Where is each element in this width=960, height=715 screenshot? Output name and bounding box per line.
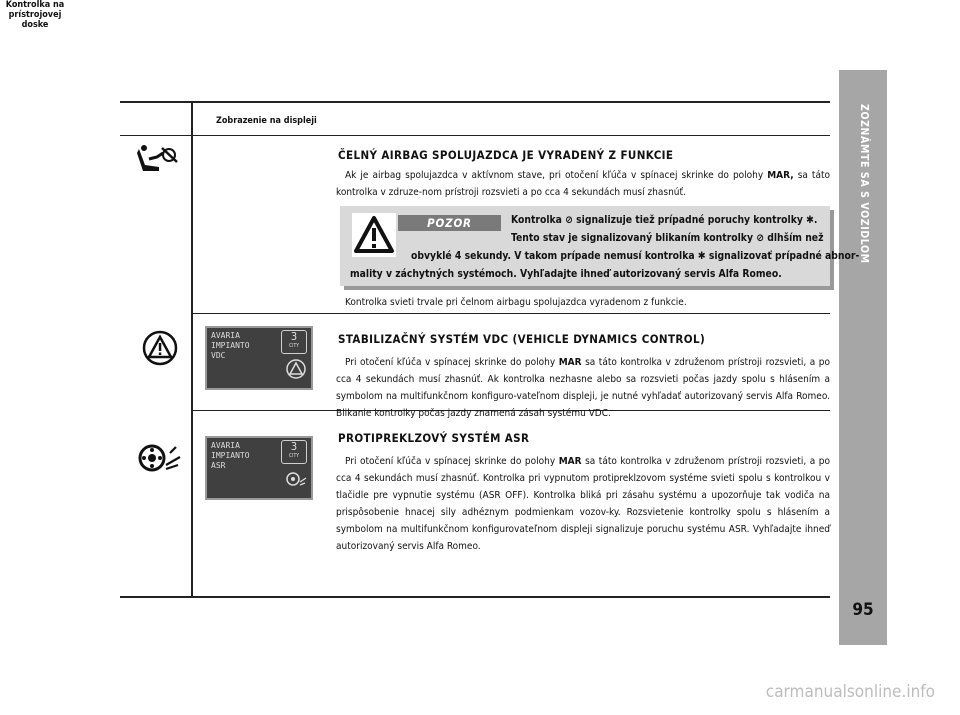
warning-line-2: Tento stav je signalizovaný blikaním kontrolky ⊘ dlhším než	[511, 232, 824, 244]
header-top-rule	[120, 101, 830, 103]
warning-triangle-icon	[352, 213, 396, 257]
airbag-paragraph-2: Kontrolka svieti trvale pri čelnom airbagu spolujazdca vyradenom z funkcie.	[345, 297, 687, 308]
vdc-warning-icon	[141, 330, 179, 366]
airbag-inline-icon: ✱	[806, 214, 814, 226]
page-number: 95	[852, 600, 874, 620]
warning-line-3: obvyklé 4 sekundy. V takom prípade nemusí kontrolka ✱ signalizovať prípadné abnor-	[411, 250, 860, 262]
header-bottom-rule	[120, 135, 830, 136]
vdc-paragraph: Pri otočení kľúča v spínacej skrinke do polohy MAR sa táto kontrolka v združenom prístroji rozsvieti, a po cca 4 sekundách musí zhasnúť. Ak kontrolka nezhasne alebo sa rozsvieti počas jazdy spolu s hlásením a symbolom na multifunkčnom konfiguro-vateľnom displeji, je nutné vyhľadať autorizovaný servis Alfa Romeo. Blikanie kontrolky počas jazdy znamená zásah systému VDC.	[336, 357, 830, 419]
airbag-section-title: ČELNÝ AIRBAG SPOLUJAZDCA JE VYRADENÝ Z FUNKCIE	[338, 148, 674, 162]
asr-section-title: PROTIPREKLZOVÝ SYSTÉM ASR	[338, 431, 530, 445]
airbag-off-inline-icon: ⊘	[565, 214, 573, 226]
asr-traction-icon	[138, 441, 182, 475]
asr-display-icon	[285, 468, 307, 490]
column-divider	[191, 101, 193, 597]
chapter-title: ZOZNÁMTE SA S VOZIDLOM	[858, 104, 870, 264]
column-header-display: Zobrazenie na displeji	[216, 116, 317, 126]
asr-display: AVARIA IMPIANTO ASR 3 CITY	[205, 436, 313, 500]
warning-line-4: mality v záchytných systémoch. Vyhľadajte ihneď autorizovaný servis Alfa Romeo.	[350, 268, 782, 280]
table-bottom-rule	[120, 596, 830, 598]
gear-indicator: 3 CITY	[281, 440, 307, 464]
airbag-inline-icon: ✱	[697, 250, 706, 262]
asr-paragraph: Pri otočení kľúča v spínacej skrinke do polohy MAR sa táto kontrolka v združenom prístroji rozsvieti, a po cca 4 sekundách musí zhasnúť. Kontrolka pri vypnutom protipreklzovom systéme svieti spolu s kontrolkou v tlačidle pre vypnutie systému (ASR OFF). Kontrolka bliká pri zásahu systému a upozorňuje tak vodiča na prispôsobenie hnacej sily adhéznym podmienkam vozov-ky. Rozsvietenie kontrolky spolu s hlásením a symbolom na multifunkčnom konfigurovateľnom displeji signalizuje poruchu systému ASR. Vyhľadajte ihneď autorizovaný servis Alfa Romeo.	[336, 456, 830, 552]
warning-label: POZOR	[398, 215, 501, 231]
vdc-display-icon	[285, 358, 307, 380]
gear-indicator: 3 CITY	[281, 330, 307, 354]
warning-line-1: Kontrolka ⊘ signalizuje tiež prípadné poruchy kontrolky ✱.	[511, 214, 818, 226]
row-divider-1	[191, 313, 830, 314]
airbag-off-inline-icon: ⊘	[756, 232, 764, 244]
watermark: carmanualsonline.info	[765, 682, 935, 702]
passenger-airbag-off-icon	[135, 145, 181, 175]
airbag-paragraph-1: Ak je airbag spolujazdca v aktívnom stave, pri otočení kľúča v spínacej skrinke do polohy MAR, sa táto kontrolka v zdruze-nom prístroji rozsvieti a po cca 4 sekundách musí zhasnúť.	[336, 170, 830, 198]
vdc-display: AVARIA IMPIANTO VDC 3 CITY	[205, 326, 313, 390]
vdc-section-title: STABILIZAČNÝ SYSTÉM VDC (VEHICLE DYNAMICS CONTROL)	[338, 332, 706, 346]
column-header-warning-light: Kontrolka na prístrojovej doske	[5, 0, 65, 30]
